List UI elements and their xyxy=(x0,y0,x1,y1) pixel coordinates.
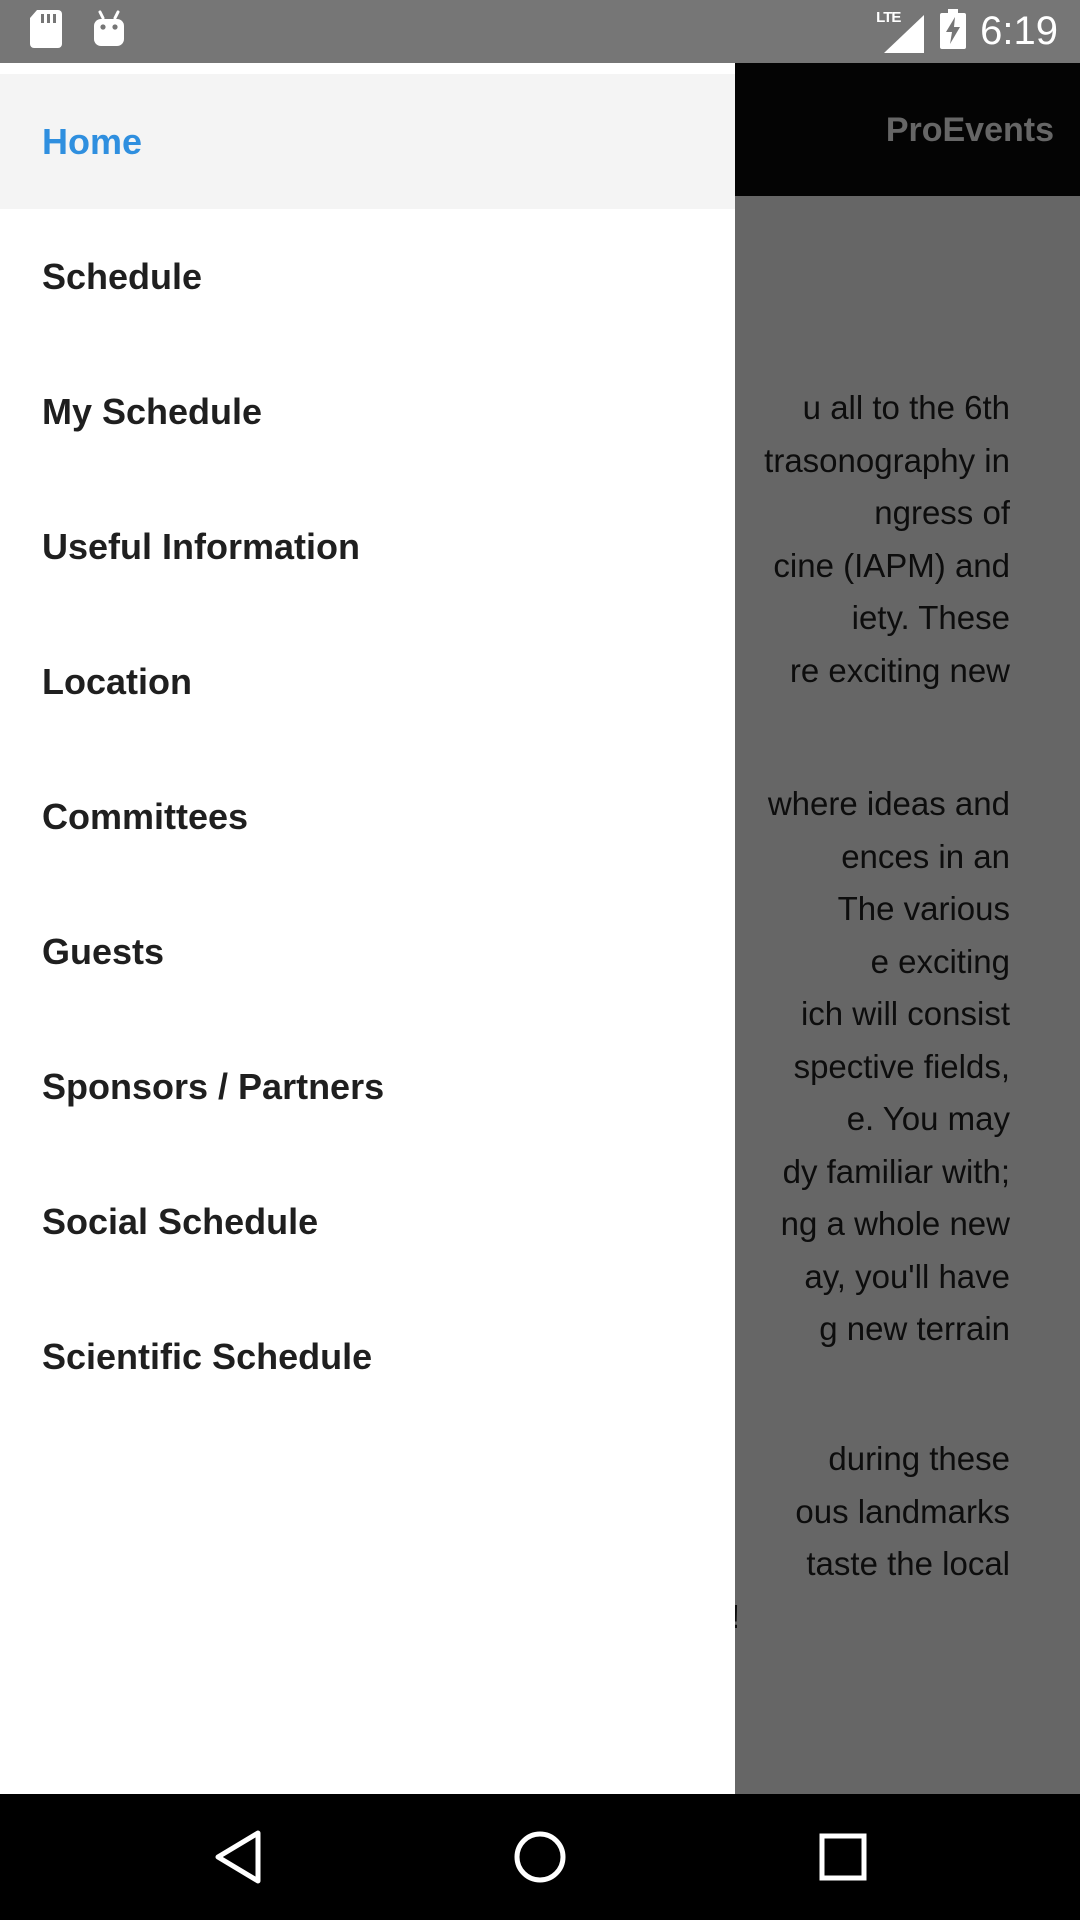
drawer-item-guests[interactable] xyxy=(0,884,735,1019)
battery-charging-icon xyxy=(940,9,966,54)
drawer-item-label: Scientific Schedule xyxy=(42,1335,373,1377)
drawer-item-committees[interactable] xyxy=(0,749,735,884)
home-icon[interactable] xyxy=(510,1827,570,1887)
back-icon[interactable] xyxy=(210,1827,270,1887)
system-nav-bar xyxy=(0,1794,1080,1920)
drawer-item-label: Social Schedule xyxy=(42,1200,319,1242)
drawer-item-sponsors-partners[interactable] xyxy=(0,1019,735,1154)
clock: 6:19 xyxy=(980,8,1058,53)
sd-card-icon xyxy=(30,10,62,53)
drawer-item-label: Sponsors / Partners xyxy=(42,1065,385,1107)
drawer-item-scientific-schedule[interactable] xyxy=(0,1289,735,1424)
drawer-item-location[interactable] xyxy=(0,614,735,749)
status-bar xyxy=(0,0,1080,63)
drawer-item-home[interactable] xyxy=(0,74,735,209)
network-type-label: LTE xyxy=(876,9,901,26)
drawer-item-useful-information[interactable] xyxy=(0,479,735,614)
drawer-item-my-schedule[interactable] xyxy=(0,344,735,479)
signal-icon xyxy=(876,9,926,53)
android-icon xyxy=(92,10,126,53)
drawer-item-label: Guests xyxy=(42,930,165,972)
drawer-item-label: Committees xyxy=(42,795,249,837)
drawer-top-spacer xyxy=(0,63,735,74)
drawer-item-label: Useful Information xyxy=(42,525,361,567)
drawer-item-label: Location xyxy=(42,660,192,702)
drawer-item-schedule[interactable] xyxy=(0,209,735,344)
recents-icon[interactable] xyxy=(813,1827,873,1887)
navigation-drawer xyxy=(0,63,735,1794)
drawer-item-social-schedule[interactable] xyxy=(0,1154,735,1289)
drawer-item-label: My Schedule xyxy=(42,390,263,432)
drawer-item-label: Schedule xyxy=(42,255,203,297)
drawer-item-label: Home xyxy=(42,120,143,162)
